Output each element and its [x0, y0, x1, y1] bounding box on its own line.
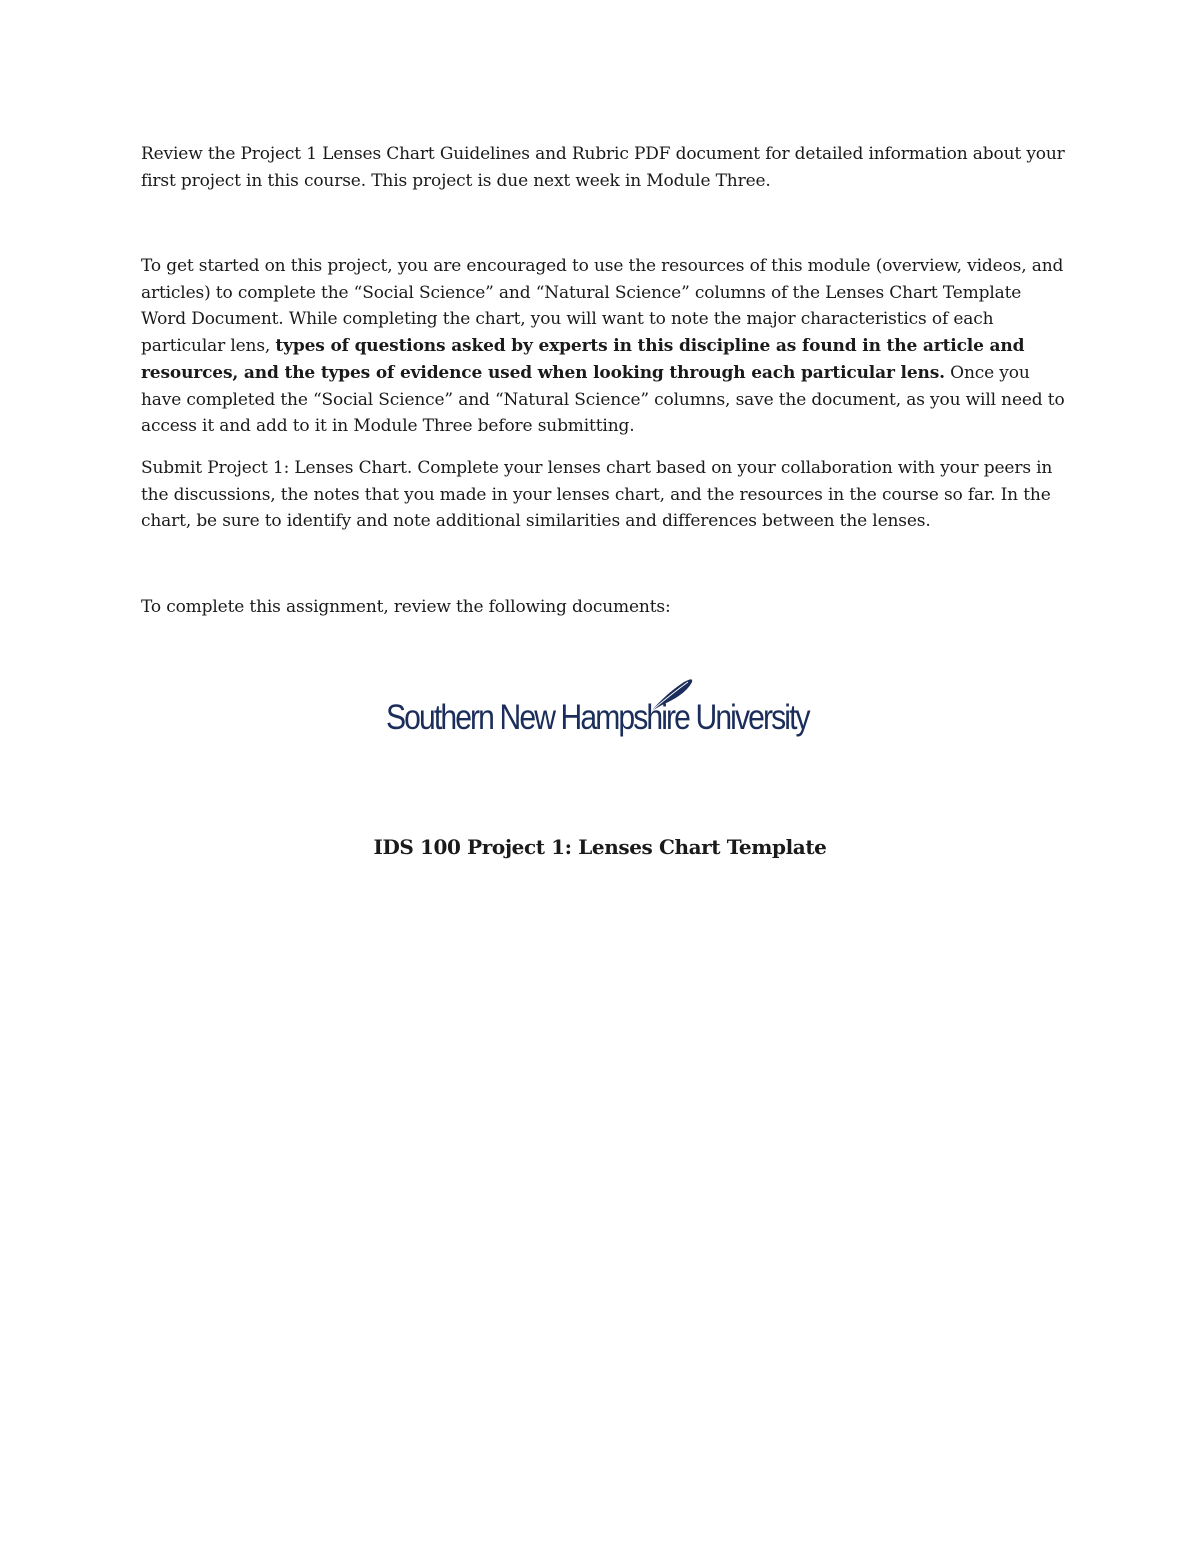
- paragraph-complete-assignment: [141, 594, 1071, 621]
- paragraph-get-started-outro: Once you have completed the “Social Science” and “Natural Science” columns, save the document, as you will need to access it and add to it in Module Three before submitting.: [141, 362, 1065, 437]
- paragraph-submit: [141, 455, 1071, 535]
- paragraph-get-started: [141, 253, 1071, 440]
- logo-wordmark: Southern New Hampshire University: [386, 698, 809, 737]
- paragraph-submit-text: Submit Project 1: Lenses Chart. Complete your lenses chart based on your collaboration with your peers in the discussions, the notes that you made in your lenses chart, and the resources in the course so far. In the chart, be sure to identify and note additional similarities and differences between the lenses.: [141, 458, 1053, 532]
- snhu-logo: [386, 676, 816, 746]
- paragraph-get-started-emphasis: types of questions asked by experts in this discipline as found in the article and resources, and the types of evidence used when looking through each particular lens.: [141, 336, 1025, 383]
- document-title: IDS 100 Project 1: Lenses Chart Template: [373, 835, 827, 859]
- paragraph-complete-text: To complete this assignment, review the following documents:: [141, 597, 671, 617]
- paragraph-get-started-intro: To get started on this project, you are encouraged to use the resources of this module (overview, videos, and articles) to complete the “Social Science” and “Natural Science” columns of the Lenses Chart Template Word Document. While completing the chart, you will want to note the major characteristics of each particular lens,: [141, 256, 1064, 357]
- paragraph-review: [141, 141, 1071, 194]
- paragraph-review-text: Review the Project 1 Lenses Chart Guidelines and Rubric PDF document for detailed information about your first project in this course. This project is due next week in Module Three.: [141, 144, 1065, 191]
